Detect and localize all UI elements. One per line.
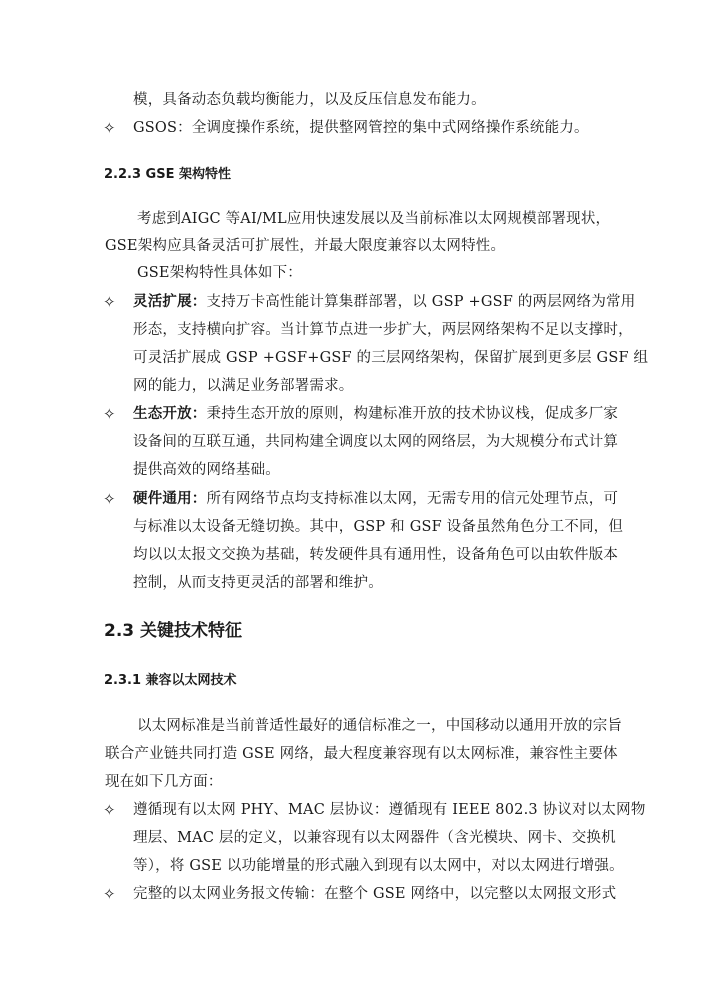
bullet-text: 设备间的互联互通，共同构建全调度以太网的网络层，为大规模分布式计算 [133,434,619,450]
bullet-item-flexible-expansion [133,292,635,312]
bullet-term: 硬件通用： [133,490,207,507]
section-heading-2-3: 2.3 关键技术特征 [104,621,243,641]
paragraph-line: 现在如下几方面： [105,774,223,790]
diamond-star-icon: ✧ [103,405,116,423]
bullet-text: 控制，从而支持更灵活的部署和维护。 [133,575,383,591]
bullet-term: 生态开放： [133,405,207,422]
diamond-star-icon: ✧ [103,490,116,508]
bullet-text: 形态，支持横向扩容。当计算节点进一步扩大，两层网络架构不足以支撑时， [133,322,633,338]
bullet-item-open-ecosystem [133,404,618,424]
diamond-star-icon: ✧ [103,885,116,903]
bullet-text: 遵循现有以太网 PHY、MAC 层协议：遵循现有 IEEE 802.3 协议对以太网物 [133,802,646,818]
paragraph-line: GSE架构应具备灵活可扩展性，并最大限度兼容以太网特性。 [105,238,506,254]
bullet-text: 完整的以太网业务报文传输：在整个 GSE 网络中，以完整以太网报文形式 [133,886,617,902]
bullet-text: 提供高效的网络基础。 [133,462,280,478]
bullet-text: 均以以太报文交换为基础，转发硬件具有通用性，设备角色可以由软件版本 [133,547,619,563]
bullet-term: 灵活扩展： [133,293,207,310]
diamond-star-icon: ✧ [103,119,116,137]
paragraph-line: 考虑到AIGC 等AI/ML应用快速发展以及当前标准以太网规模部署现状， [137,211,611,227]
bullet-text: 支持万卡高性能计算集群部署，以 GSP +GSF 的两层网络为常用 [206,294,636,310]
bullet-text: 秉持生态开放的原则，构建标准开放的技术协议栈，促成多厂家 [206,406,619,422]
bullet-text: 可灵活扩展成 GSP +GSF+GSF 的三层网络架构，保留扩展到更多层 GSF 组 [133,350,649,366]
diamond-star-icon: ✧ [103,801,116,819]
section-heading-2-2-3: 2.2.3 GSE 架构特性 [104,167,231,182]
bullet-text: 等），将 GSE 以功能增量的形式融入到现有以太网中，对以太网进行增强。 [133,858,624,874]
bullet-item-generic-hardware [133,489,618,509]
bullet-text: 理层、MAC 层的定义，以兼容现有以太网器件（含光模块、网卡、交换机 [133,830,616,846]
bullet-text: 网的能力，以满足业务部署需求。 [133,378,354,394]
bullet-text: 与标准以太设备无缝切换。其中，GSP 和 GSF 设备虽然角色分工不同，但 [133,519,624,535]
diamond-star-icon: ✧ [103,293,116,311]
section-heading-2-3-1: 2.3.1 兼容以太网技术 [104,673,237,688]
paragraph-line: GSE架构特性具体如下： [137,265,303,281]
paragraph-line: 联合产业链共同打造 GSE 网络，最大程度兼容现有以太网标准，兼容性主要体 [105,746,618,762]
paragraph-line: 模，具备动态负载均衡能力，以及反压信息发布能力。 [133,92,486,108]
bullet-text-gsos: GSOS：全调度操作系统，提供整网管控的集中式网络操作系统能力。 [133,120,589,136]
paragraph-line: 以太网标准是当前普适性最好的通信标准之一，中国移动以通用开放的宗旨 [137,718,623,734]
bullet-text: 所有网络节点均支持标准以太网，无需专用的信元处理节点，可 [206,491,619,507]
